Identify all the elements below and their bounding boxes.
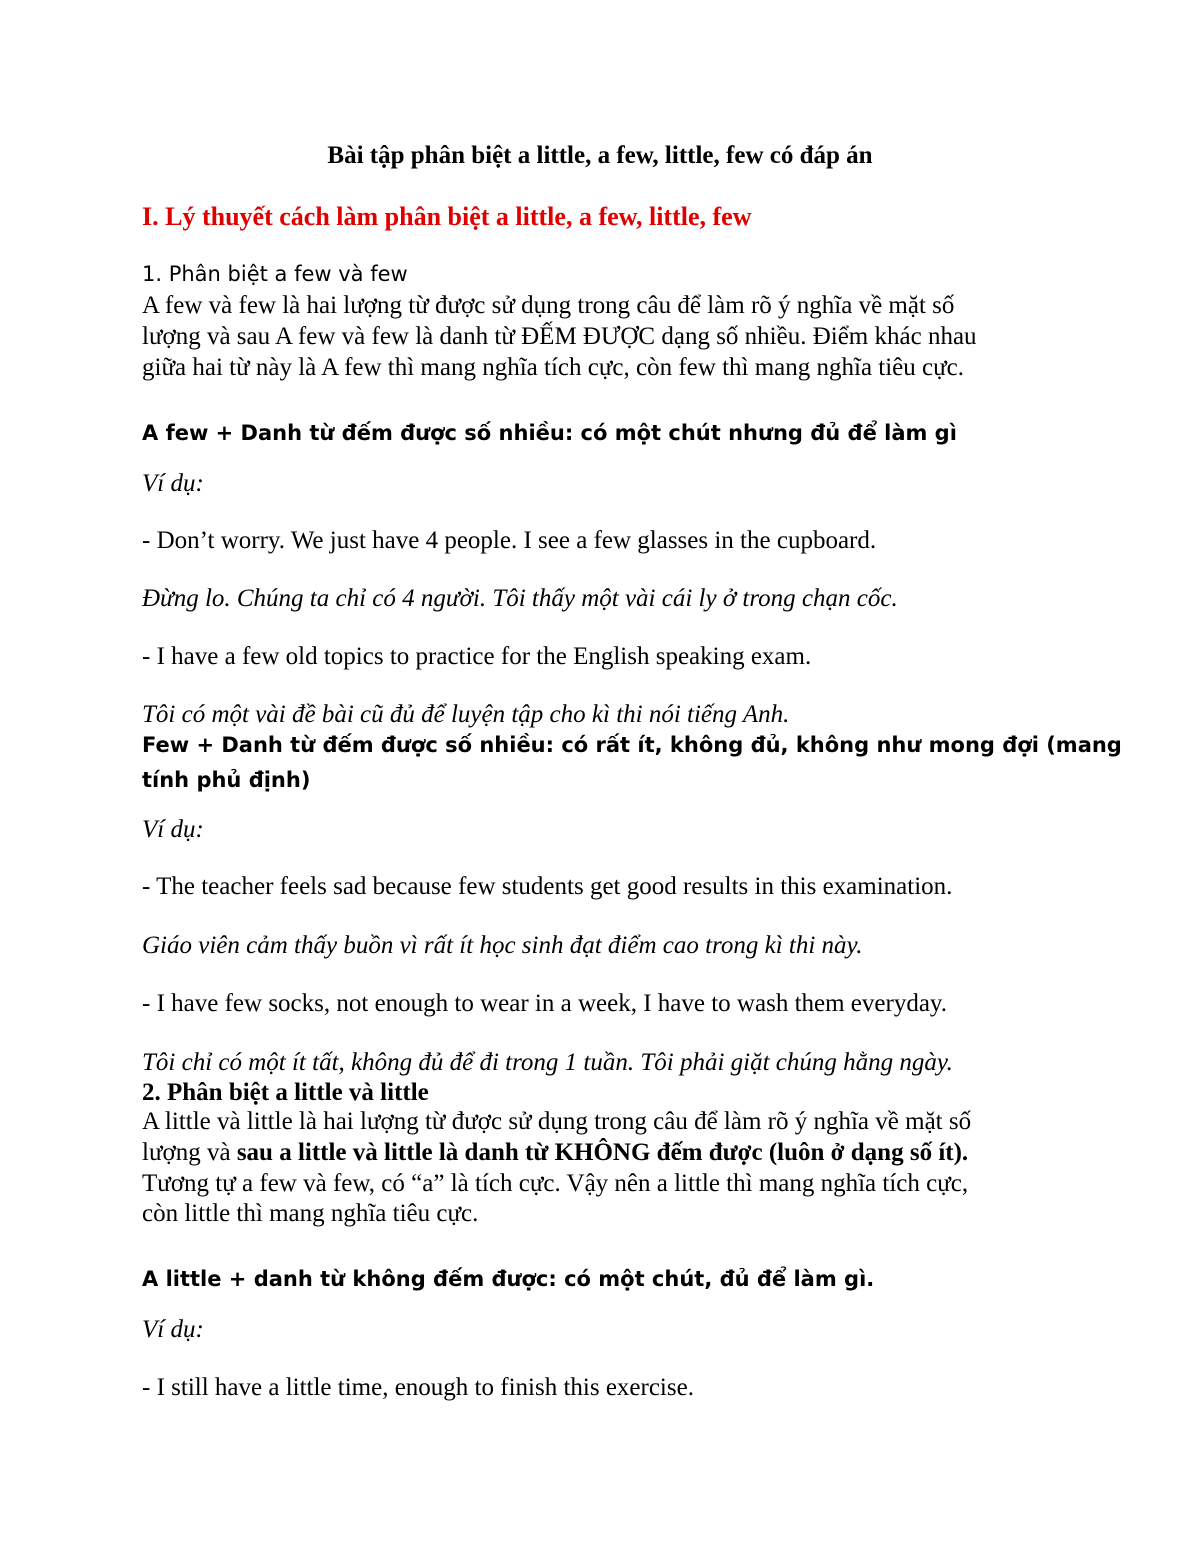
section-heading: I. Lý thuyết cách làm phân biệt a little, a few, little, few: [142, 202, 752, 231]
example-english: - The teacher feels sad because few students get good results in this examination.: [142, 873, 953, 900]
example-english: - Don’t worry. We just have 4 people. I see a few glasses in the cupboard.: [142, 527, 877, 554]
example-vietnamese: Tôi có một vài đề bài cũ đủ để luyện tập cho kì thi nói tiếng Anh.: [142, 701, 790, 728]
rule-few: Few + Danh từ đếm được số nhiều: có rất ít, không đủ, không như mong đợi (mang: [142, 733, 1122, 757]
example-vietnamese: Tôi chỉ có một ít tất, không đủ để đi trong 1 tuần. Tôi phải giặt chúng hằng ngày.: [142, 1049, 953, 1076]
part2-intro-bold: sau a little và little là danh từ KHÔNG đếm được (luôn ở dạng số ít).: [236, 1139, 969, 1166]
part2-intro-line: [142, 1139, 968, 1167]
part2-intro-line: A little và little là hai lượng từ được sử dụng trong câu để làm rõ ý nghĩa về mặt số: [142, 1108, 972, 1135]
rule-few: tính phủ định): [142, 768, 311, 792]
example-vietnamese: Giáo viên cảm thấy buồn vì rất ít học sinh đạt điểm cao trong kì thi này.: [142, 932, 863, 959]
part2-heading: 2. Phân biệt a little và little: [142, 1079, 429, 1106]
part1-intro-line: lượng và sau A few và few là danh từ ĐẾM ĐƯỢC dạng số nhiều. Điểm khác nhau: [142, 323, 977, 350]
rule-a-few: A few + Danh từ đếm được số nhiều: có một chút nhưng đủ để làm gì: [142, 421, 957, 445]
rule-a-little: A little + danh từ không đếm được: có một chút, đủ để làm gì.: [142, 1267, 875, 1291]
example-label: Ví dụ:: [142, 470, 204, 497]
part1-intro-line: giữa hai từ này là A few thì mang nghĩa tích cực, còn few thì mang nghĩa tiêu cực.: [142, 354, 965, 381]
part1-intro-line: A few và few là hai lượng từ được sử dụng trong câu để làm rõ ý nghĩa về mặt số: [142, 292, 955, 319]
example-english: - I have a few old topics to practice for the English speaking exam.: [142, 643, 812, 670]
part2-intro-plain: lượng và: [142, 1139, 237, 1166]
example-label: Ví dụ:: [142, 1316, 204, 1343]
example-vietnamese: Đừng lo. Chúng ta chỉ có 4 người. Tôi thấy một vài cái ly ở trong chạn cốc.: [142, 585, 898, 612]
example-english: - I have few socks, not enough to wear in a week, I have to wash them everyday.: [142, 990, 948, 1017]
part2-intro-line: còn little thì mang nghĩa tiêu cực.: [142, 1200, 479, 1227]
example-label: Ví dụ:: [142, 816, 204, 843]
document-title: Bài tập phân biệt a little, a few, little, few có đáp án: [327, 142, 873, 169]
part2-intro-line: Tương tự a few và few, có “a” là tích cực. Vậy nên a little thì mang nghĩa tích cực,: [142, 1170, 969, 1197]
example-english: - I still have a little time, enough to finish this exercise.: [142, 1374, 694, 1401]
part1-heading: 1. Phân biệt a few và few: [142, 262, 408, 286]
